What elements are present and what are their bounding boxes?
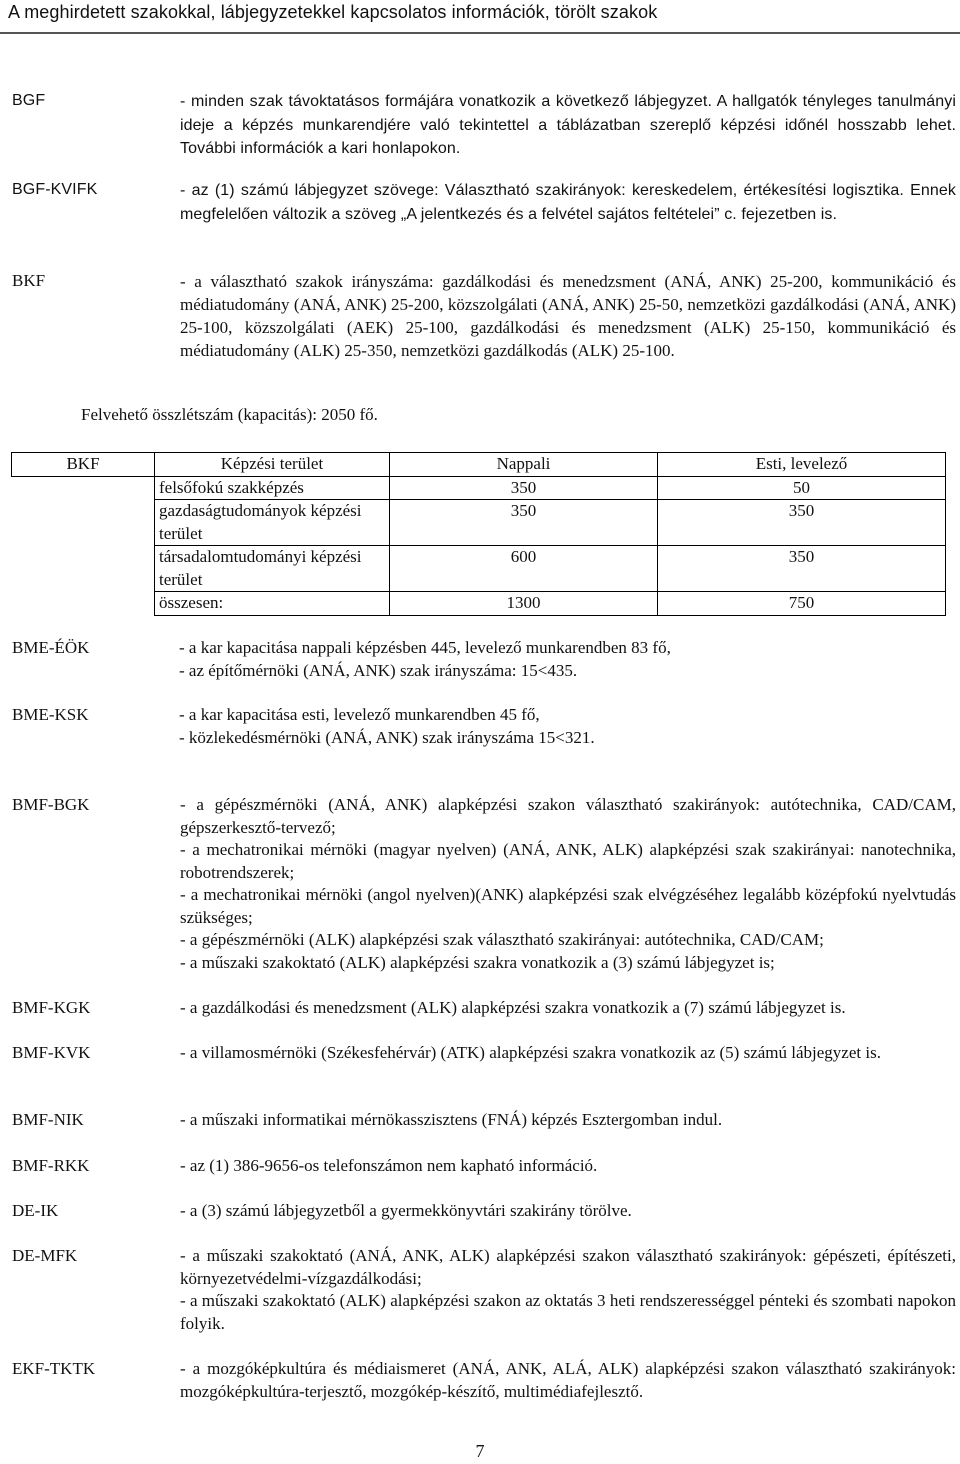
entry-code: BMF-RKK: [12, 1156, 90, 1175]
entry-line: - az (1) 386-9656-os telefonszámon nem kapható információ.: [180, 1156, 598, 1175]
entry-code: BME-KSK: [12, 705, 89, 724]
table-cell-area: társadalomtudományi képzési terület: [155, 546, 390, 592]
header-title: A meghirdetett szakokkal, lábjegyzetekkel kapcsolatos információk, törölt szakok: [8, 2, 658, 22]
entry-code: DE-MFK: [12, 1246, 78, 1265]
capacity-note: Felvehető összlétszám (kapacitás): 2050 fő.: [81, 405, 378, 424]
entry-description: [180, 1155, 956, 1178]
entry-code: BMF-KGK: [12, 998, 91, 1017]
table-cell-area: összesen:: [155, 592, 390, 616]
entry-description: [180, 1042, 956, 1065]
entry-description: [180, 179, 956, 226]
capacity-table: [11, 452, 946, 616]
table-empty-cell: [12, 476, 155, 500]
table-header-cell: BKF: [12, 453, 155, 477]
entry-line: - a választható szakok irányszáma: gazdálkodási és menedzsment (ANÁ, ANK) 25-200, kommunikáció és médiatudomány (ANÁ, ANK) 25-200, közszolgálati (ANÁ, ANK) 25-50, nemzetközi gazdálkodási (ANÁ, ANK) 25-100, közszolgálati (AEK) 25-100, gazdálkodási és menedzsment (ALK) 25-150, kommunikáció és médiatudomány (ALK) 25-350, nemzetközi gazdálkodás (ALK) 25-100.: [180, 272, 956, 360]
table-cell-nappali: 600: [390, 546, 658, 592]
table-row-total: [12, 592, 946, 616]
entry-description: [180, 794, 956, 974]
entry-line: - az építőmérnöki (ANÁ, ANK) szak irányszáma: 15<435.: [179, 660, 578, 680]
entry-code: BME-ÉÖK: [12, 638, 90, 657]
entry-description: [180, 1109, 956, 1132]
entry-line: - a gépészmérnöki (ALK) alapképzési szak választható szakirányai: autótechnika, CAD/CAM;: [180, 930, 824, 949]
entry-line: - a mechatronikai mérnöki (magyar nyelven) (ANÁ, ANK, ALK) alapképzési szak szakirányai: nanotechnika, robotrendszerek;: [180, 840, 956, 882]
entry-code: BMF-NIK: [12, 1110, 84, 1129]
entry-line: - a kar kapacitása esti, levelező munkarendben 45 fő,: [179, 705, 540, 724]
table-cell-area: felsőfokú szakképzés: [155, 476, 390, 500]
entry-description: [180, 90, 956, 161]
entry-line: - a műszaki szakoktató (ALK) alapképzési szakra vonatkozik a (3) számú lábjegyzet is;: [180, 952, 775, 972]
entry-line: - közlekedésmérnöki (ANÁ, ANK) szak irányszáma 15<321.: [179, 727, 595, 747]
entry-description: [180, 270, 956, 362]
entry-code: BGF: [12, 92, 46, 109]
table-header-row: [12, 453, 946, 477]
table-row: [12, 546, 946, 592]
entry-description: [180, 1245, 956, 1335]
entry-line: - a villamosmérnöki (Székesfehérvár) (ATK) alapképzési szakra vonatkozik az (5) számú lábjegyzet is.: [180, 1043, 881, 1062]
entry-description: [180, 1358, 956, 1403]
entry-line: - a műszaki szakoktató (ANÁ, ANK, ALK) alapképzési szakon választható szakirányok: gépészeti, építészeti, környezetvédelmi-vízgazdálkodási;: [180, 1246, 956, 1288]
entry-description: [180, 997, 956, 1020]
entry-description: [179, 637, 956, 682]
page-header: [8, 0, 952, 24]
entry-line: - a gépészmérnöki (ANÁ, ANK) alapképzési szakon választható szakirányok: autótechnika, CAD/CAM, gépszerkesztő-tervező;: [180, 795, 956, 837]
entry-code: BKF: [12, 271, 46, 290]
entry-code: EKF-TKTK: [12, 1359, 96, 1378]
entry-code: DE-IK: [12, 1201, 59, 1220]
table-empty-cell: [12, 500, 155, 546]
table-cell-esti: 750: [658, 592, 946, 616]
entry-line: - minden szak távoktatásos formájára vonatkozik a következő lábjegyzet. A hallgatók tényleges tanulmányi ideje a képzés munkarendjére való tekintettel a táblázatban szereplő képzési időnél hosszabb lehet. További információk a kari honlapokon.: [180, 93, 956, 157]
table-empty-cell: [12, 592, 155, 616]
table-cell-nappali: 1300: [390, 592, 658, 616]
table-empty-cell: [12, 546, 155, 592]
entry-code: BGF-KVIFK: [12, 181, 98, 198]
page-number: 7: [475, 1441, 485, 1461]
table-header-cell: Esti, levelező: [658, 453, 946, 477]
table-header-cell: Nappali: [390, 453, 658, 477]
entry-code: BMF-KVK: [12, 1043, 91, 1062]
entry-line: - a mechatronikai mérnöki (angol nyelven)(ANK) alapképzési szak elvégzéséhez legalább középfokú nyelvtudás szükséges;: [180, 885, 956, 927]
table-cell-nappali: 350: [390, 476, 658, 500]
entry-line: - a kar kapacitása nappali képzésben 445, levelező munkarendben 83 fő,: [179, 638, 671, 657]
entry-line: - az (1) számú lábjegyzet szövege: Választható szakirányok: kereskedelem, értékesítési logisztika. Ennek megfelelően változik a szöveg „A jelentkezés és a felvétel sajátos feltételei” c. fejezetben is.: [180, 182, 956, 223]
header-divider: [0, 32, 960, 34]
table-row: [12, 476, 946, 500]
entry-description: [180, 1200, 956, 1223]
entry-line: - a (3) számú lábjegyzetből a gyermekkönyvtári szakirány törölve.: [180, 1201, 632, 1220]
entry-line: - a műszaki szakoktató (ALK) alapképzési szakon az oktatás 3 heti rendszerességgel pénteki és szombati napokon folyik.: [180, 1291, 956, 1333]
table-row: [12, 500, 946, 546]
entry-line: - a gazdálkodási és menedzsment (ALK) alapképzési szakra vonatkozik a (7) számú lábjegyzet is.: [180, 998, 846, 1017]
entry-line: - a műszaki informatikai mérnökasszisztens (FNÁ) képzés Esztergomban indul.: [180, 1110, 723, 1129]
entry-description: [179, 704, 956, 749]
table-header-cell: Képzési terület: [155, 453, 390, 477]
table-cell-esti: 350: [658, 546, 946, 592]
table-cell-area: gazdaságtudományok képzési terület: [155, 500, 390, 546]
entry-line: - a mozgóképkultúra és médiaismeret (ANÁ, ANK, ALÁ, ALK) alapképzési szakon választható szakirányok: mozgóképkultúra-terjesztő, mozgókép-készítő, multimédiafejlesztő.: [180, 1359, 956, 1401]
table-cell-nappali: 350: [390, 500, 658, 546]
table-cell-esti: 50: [658, 476, 946, 500]
table-cell-esti: 350: [658, 500, 946, 546]
entry-code: BMF-BGK: [12, 795, 90, 814]
